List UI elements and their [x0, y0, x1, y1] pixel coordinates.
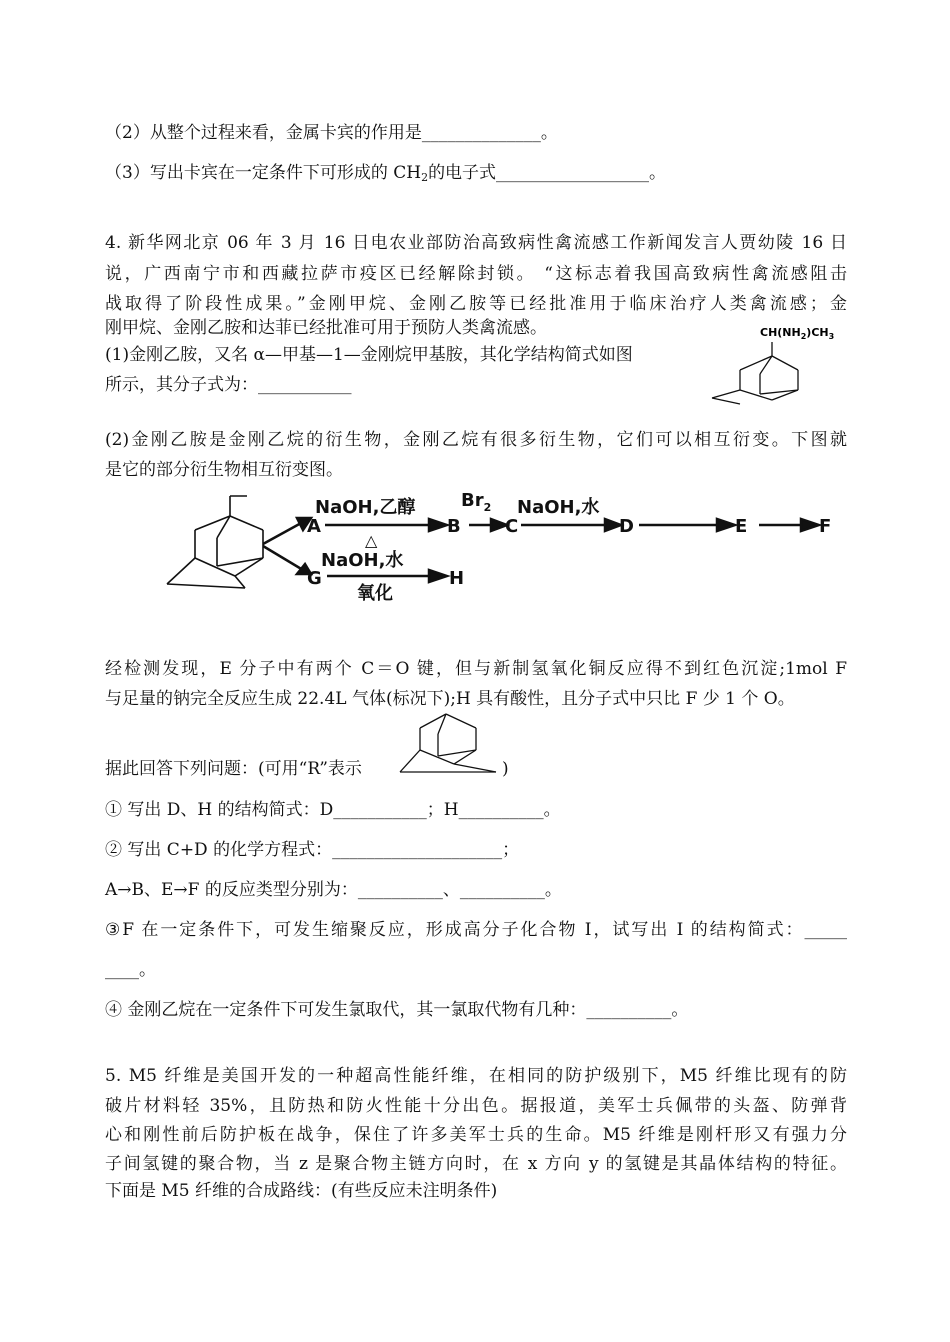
q4-found-line-1: 经检测发现，E 分子中有两个 C＝O 键，但与新制氢氧化铜反应得不到红色沉淀;1mol F — [105, 659, 847, 679]
compound-A: A — [307, 516, 321, 537]
struct-substituent-label: $CH(NH_2)CH_3$ — [760, 326, 835, 341]
q4-question-2b: A→B、E→F 的反应类型分别为：__________、__________。 — [105, 880, 562, 900]
compound-C: C — [505, 516, 519, 537]
compound-F: F — [819, 516, 832, 537]
reagent-br2: $Br_2$ — [461, 490, 492, 514]
reagent-naoh-water: NaOH,水 — [517, 497, 600, 518]
q4-intro-line-1: 4. 新华网北京 06 年 3 月 16 日电农业部防治高致病性禽流感工作新闻发言人贾幼陵 16 日 — [105, 233, 847, 253]
reagent-naoh-water-2: NaOH,水 — [321, 550, 404, 571]
r-adamantyl-structure — [398, 710, 506, 780]
q4-part1-line-2: 所示，其分子式为：___________ — [105, 375, 352, 395]
q4-part2-line-2: 是它的部分衍生物相互衍变图。 — [105, 460, 343, 480]
reaction-scheme-diagram — [155, 488, 845, 613]
q5-line-1: 5. M5 纤维是美国开发的一种超高性能纤维，在相同的防护级别下，M5 纤维比现有的防 — [105, 1066, 847, 1086]
reagent-oxidation: 氧化 — [357, 583, 393, 604]
q4-question-1: ① 写出 D、H 的结构简式：D___________；H__________。 — [105, 800, 561, 820]
q4-intro-line-3: 战取得了阶段性成果。”金刚甲烷、金刚乙胺等已经批准用于临床治疗人类禽流感；金 — [105, 294, 847, 314]
q4-intro-line-2: 说，广西南宁市和西藏拉萨市疫区已经解除封锁。 “这标志着我国高致病性禽流感阻击 — [105, 264, 847, 284]
compound-H: H — [449, 568, 465, 589]
q4-question-3: ③F 在一定条件下，可发生缩聚反应，形成高分子化合物 I，试写出 I 的结构简式：_____ — [105, 920, 847, 940]
compound-D: D — [619, 516, 634, 537]
q5-line-3: 心和刚性前后防护板在战争，保住了许多美军士兵的生命。M5 纤维是刚杆形又有强力分 — [105, 1125, 847, 1145]
q3-part2: （2）从整个过程来看，金属卡宾的作用是______________。 — [105, 123, 558, 143]
q4-part2-line-1: (2)金刚乙胺是金刚乙烷的衍生物，金刚乙烷有很多衍生物，它们可以相互衍变。下图就 — [105, 430, 847, 450]
compound-B: B — [447, 516, 461, 537]
q4-answer-intro: 据此回答下列问题：(可用“R”表示 — [105, 759, 362, 779]
q4-question-2: ② 写出 C+D 的化学方程式：____________________； — [105, 840, 520, 860]
compound-G: G — [307, 568, 322, 589]
q4-intro-line-4: 刚甲烷、金刚乙胺和达菲已经批准可用于预防人类禽流感。 — [105, 318, 547, 338]
q5-line-5: 下面是 M5 纤维的合成路线：(有些反应未注明条件) — [105, 1181, 498, 1201]
q4-question-3-cont: ____。 — [105, 960, 156, 980]
q4-question-4: ④ 金刚乙烷在一定条件下可发生氯取代，其一氯取代物有几种：__________。 — [105, 1000, 689, 1020]
reagent-heat: △ — [365, 531, 378, 550]
q5-line-4: 子间氢键的聚合物，当 z 是聚合物主链方向时，在 x 方向 y 的氢键是其晶体结构的特征。 — [105, 1154, 847, 1174]
q5-line-2: 破片材料轻 35%，且防热和防火性能十分出色。据报道，美军士兵佩带的头盔、防弹背 — [105, 1096, 847, 1116]
compound-E: E — [735, 516, 748, 537]
reagent-naoh-ethanol: NaOH,乙醇 — [315, 497, 416, 518]
q3-part3: （3）写出卡宾在一定条件下可形成的 $CH_2$的电子式__________________。 — [105, 163, 667, 184]
ethyladamantane-structure — [167, 496, 263, 588]
q4-part1-line-1: (1)金刚乙胺，又名 α—甲基—1—金刚烷甲基胺，其化学结构简式如图 — [105, 345, 633, 365]
q4-answer-intro-close: ) — [502, 759, 509, 779]
rimantadine-structure-diagram — [700, 318, 850, 408]
q4-found-line-2: 与足量的钠完全反应生成 22.4L 气体(标况下);H 具有酸性，且分子式中只比 F 少 1 个 O。 — [105, 689, 795, 709]
